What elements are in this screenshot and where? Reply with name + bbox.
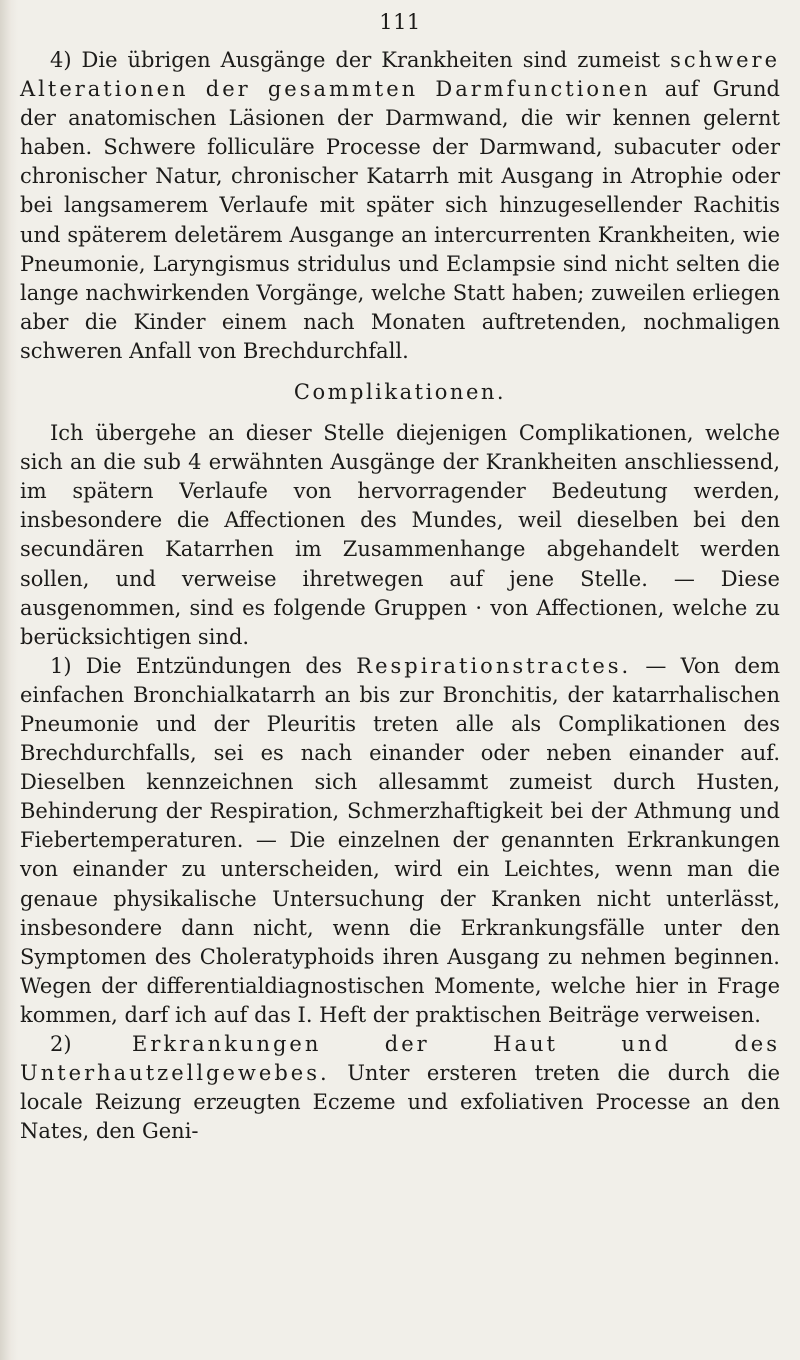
paragraph-item-1 xyxy=(20,652,780,1030)
section-heading: Complikationen. xyxy=(293,380,507,405)
paragraph-outcome-4 xyxy=(20,46,780,366)
item-start: 2) xyxy=(50,1032,133,1056)
spaced-emphasis: Respirationstractes. xyxy=(356,653,632,678)
item-start: 1) Die Entzündungen des xyxy=(50,653,357,678)
item-rest: — Von dem einfachen Bronchialkatarrh an bis zur Bronchitis, der katarrhalischen Pneumonie und der Pleuritis treten alle als Complikationen des Brechdurchfalls, sei es nach einander oder neben einander auf. Dieselben kennzeichnen sich allesammt zumeist durch Husten, Behinderung der Respiration, Schmerzhaftigkeit bei der Athmung und Fiebertemperaturen. — Die einzelnen der genannten Erkrankungen von einander zu unterscheiden, wird ein Leichtes, wenn man die genaue physikalische Untersuchung der Kranken nicht unterlässt, insbesondere dann nicht, wenn die Erkrankungsfälle unter den Symptomen des Choleratyphoids ihren Ausgang zu nehmen beginnen. Wegen der differentialdiagnostischen Momente, welche hier in Frage kommen, darf ich auf das I. Heft der praktischen Beiträge verweisen. xyxy=(20,653,780,1027)
paragraph-item-2 xyxy=(20,1030,780,1146)
item-rest: Unter ersteren treten die durch die locale Reizung erzeugten Eczeme und exfoliativen Processe an den Nates, den Geni- xyxy=(20,1061,780,1144)
paragraph-rest: auf Grund der anatomischen Läsionen der Darmwand, die wir kennen gelernt haben. Schwere folliculäre Processe der Darmwand, subacuter oder chronischer Natur, chronischer Katarrh mit Ausgang in Atrophie oder bei langsamerem Verlaufe mit später sich hinzugesellender Rachitis und späterem deletärem Ausgange an intercurrenten Krankheiten, wie Pneumonie, Laryngismus stridulus und Eclampsie sind nicht selten die lange nachwirkenden Vorgänge, welche Statt haben; zuweilen erliegen aber die Kinder einem nach Monaten auftretenden, nochmaligen schweren Anfall von Brechdurchfall. xyxy=(20,77,780,363)
page-number: 111 xyxy=(379,10,421,34)
spaced-emphasis: schwere Alterationen der gesammten Darmfunctionen xyxy=(20,48,780,102)
paragraph-start: 4) Die übrigen Ausgänge der Krankheiten sind zumeist xyxy=(50,48,671,72)
paragraph-intro: Ich übergehe an dieser Stelle diejenigen Complikationen, welche sich an die sub 4 erwähnten Ausgänge der Krankheiten anschliessend, im spätern Verlaufe von hervorragender Bedeutung werden, insbesondere die Affectionen des Mundes, weil dieselben bei den secundären Katarrhen im Zusammenhange abgehandelt werden sollen, und verweise ihretwegen auf jene Stelle. — Diese ausgenommen, sind es folgende Gruppen · von Affectionen, welche zu berücksichtigen sind. xyxy=(20,421,780,649)
spaced-emphasis: Erkrankungen der Haut und des Unterhautzellgewebes. xyxy=(20,1032,780,1086)
